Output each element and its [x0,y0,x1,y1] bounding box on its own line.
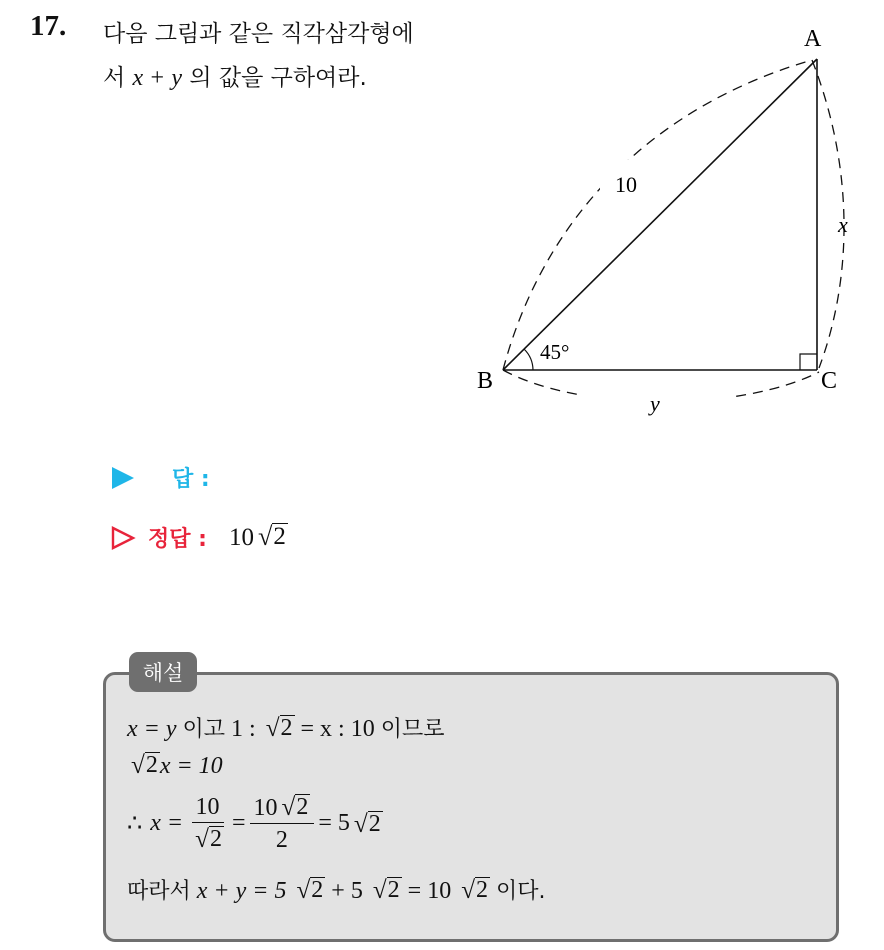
question-line-1: 다음 그림과 같은 직각삼각형에 [103,21,414,47]
correct-answer-label: 정답 : [148,527,207,552]
angle-b-arc [524,349,533,370]
exp3-frac1-den-radicand: 2 [209,826,222,853]
question-plus: + [150,65,165,91]
exp1-ratio-a: 1 : [231,716,256,742]
exp4-r3: 2 [476,877,489,904]
play-triangle-filled-icon [110,465,136,491]
sqrt-sign: √ 2 [195,826,222,854]
exp3-therefore: ∴ [127,811,143,838]
vertex-b-label: B [477,368,494,394]
exp1-ko-1: 이고 [182,717,226,742]
explanation-line-3 [127,794,383,854]
correct-answer-value [229,523,288,552]
play-triangle-outline-icon [110,525,136,551]
question-line-2-suffix: 의 값을 구하여라. [189,65,367,91]
question-number: 17. [30,10,67,42]
answer-label: 답 : [172,467,210,492]
sqrt-sign: √ 2 [281,793,309,821]
side-ac-label: x [838,212,848,237]
answer-row [110,462,210,493]
exp3-frac1-numerator: 10 [192,794,224,823]
exp4-ko: 따라서 [127,879,191,904]
right-angle-marker [800,354,817,370]
correct-answer-coef: 10 [228,524,254,551]
exp1-ko-2: 이므로 [380,717,445,742]
angle-b-label: 45° [540,340,570,364]
side-ab [503,59,817,370]
sqrt-sign: √ 2 [461,877,489,904]
exp3-result-radicand: 2 [368,810,381,837]
exp1-ratio-b: = x : 10 [300,716,375,742]
sqrt-sign: √ 2 [296,877,324,904]
explanation-line-1 [127,712,444,743]
exp2-rest: x = 10 [159,752,223,779]
exp3-equals: = [231,810,246,837]
exp3-fraction-1 [187,794,228,854]
exp3-result-coef: = 5 [318,810,350,837]
sqrt-sign: √ 2 [353,810,381,838]
vertex-a-label: A [804,26,822,52]
correct-answer-radicand: 2 [273,523,286,550]
question-line-2-prefix: 서 [103,65,126,91]
exp4-end: 이다. [496,879,546,904]
exp3-frac2-num-radicand: 2 [296,794,309,820]
hypotenuse-label: 10 [615,172,637,197]
correct-answer-row [110,522,288,553]
exp4-eq: = 10 [407,878,452,904]
sqrt-sign: √ 2 [372,877,400,904]
exp3-frac2-denominator: 2 [275,827,288,854]
exp3-frac2-num-coef: 10 [253,794,278,821]
sqrt-sign: √ 2 [265,715,293,742]
exp4-r2: 2 [387,877,400,904]
exp1-radicand: 2 [280,715,293,742]
vertex-c-label: C [821,368,838,394]
exp3-lhs: x = [150,810,184,837]
question-var-x: x [132,65,144,91]
sqrt-sign: √ 2 [131,751,158,779]
side-bc-label: y [650,391,660,416]
explanation-tag: 해설 [129,652,197,692]
triangle-figure [0,0,884,450]
exp4-expr: x + y = 5 [196,878,287,904]
question-var-y: y [171,65,183,91]
exp2-radicand: 2 [145,752,158,778]
explanation-line-4 [127,874,546,905]
exp4-r1: 2 [311,877,324,904]
exp4-plus: + 5 [331,878,363,904]
exp3-fraction-2 [250,794,315,854]
exp1-math: x = y [127,716,177,742]
explanation-line-2 [127,752,223,780]
sqrt-sign: √ 2 [257,522,286,551]
